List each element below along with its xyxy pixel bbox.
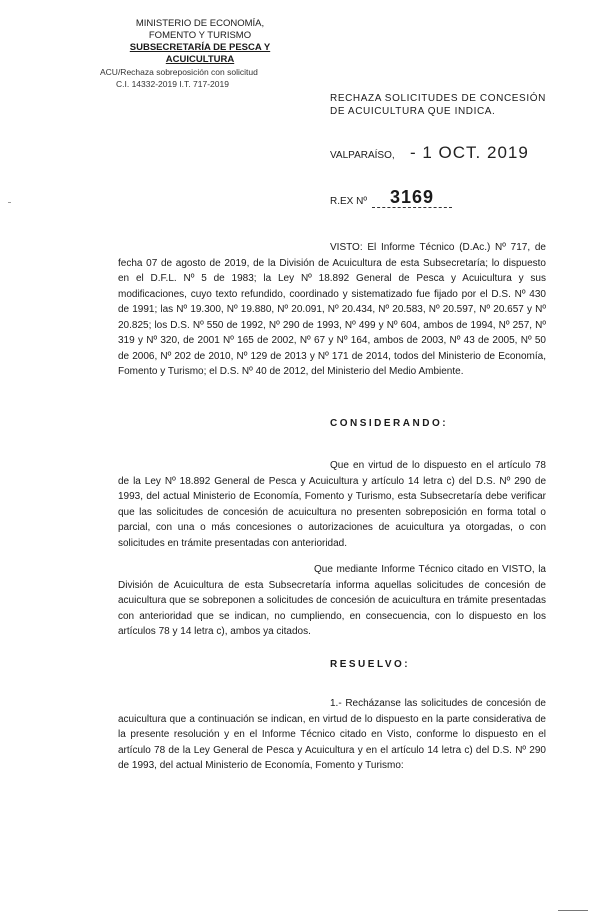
letterhead bbox=[100, 18, 300, 90]
considerando-paragraph-2: Que mediante Informe Técnico citado en VISTO, la División de Acuicultura de esta Subsecretaría informa aquellas solicitudes de concesión de acuicultura que se sobreponen a solicitudes de concesión de acuicultura en trámite presentadas con anterioridad que se indican, no cumpliendo, en consecuencia, con lo dispuesto en los artículos 78 y 14 letra c), ambos ya citados. bbox=[118, 564, 546, 637]
resolution-subject: RECHAZA SOLICITUDES DE CONCESIÓN DE ACUICULTURA QUE INDICA. bbox=[330, 93, 546, 117]
considerando-paragraph-1: Que en virtud de lo dispuesto en el artículo 78 de la Ley Nº 18.892 General de Pesca y Acuicultura y artículo 14 letra c) del D.S. Nº 290 de 1993, del actual Ministerio de Economía, Fomento y Turismo, esta Subsecretaría debe verificar que las solicitudes de concesión de acuicultura no presenten sobreposición en forma total o parcial, con una o más concesiones o autorizaciones de acuicultura ya otorgadas, o con solicitudes en trámite presentadas con anterioridad. bbox=[118, 460, 546, 549]
place-label: VALPARAÍSO, bbox=[330, 150, 395, 161]
subsecretariat-name: SUBSECRETARÍA DE PESCA Y ACUICULTURA bbox=[129, 42, 271, 65]
ministry-name-cont: FOMENTO Y TURISMO bbox=[148, 30, 252, 41]
resuelvo-heading: RESUELVO: bbox=[330, 659, 411, 670]
visto-paragraph: VISTO: El Informe Técnico (D.Ac.) Nº 717, de fecha 07 de agosto de 2019, de la División de Acuicultura de esta Subsecretaría; lo dispuesto en el D.F.L. Nº 5 de 1983; la Ley Nº 18.892 General de Pesca y Acuicultura y sus modificaciones, cuyo texto refundido, coordinado y sistematizado fue fijado por el D.S. Nº 430 de 1991; las Nº 19.300, Nº 19.880, Nº 20.091, Nº 20.434, Nº 20.583, Nº 20.597, Nº 20.657 y Nº 20.825; los D.S. Nº 550 de 1992, Nº 290 de 1993, Nº 499 y Nº 604, ambos de 1994, Nº 257, Nº 319 y Nº 320, de 2001 Nº 165 de 2002, Nº 67 y Nº 164, ambos de 2003, Nº 43 de 2005, Nº 50 de 2006, Nº 202 de 2010, Nº 129 de 2013 y Nº 171 de 2014, todos del Ministerio de Economía, Fomento y Turismo; el D.S. Nº 40 de 2012, del Ministerio del Medio Ambiente. bbox=[118, 242, 546, 377]
file-reference: C.I. 14332-2019 I.T. 717-2019 bbox=[116, 79, 229, 89]
rex-number: 3169 bbox=[372, 187, 452, 208]
rex-label: R.EX Nº bbox=[330, 196, 367, 207]
ministry-name: MINISTERIO DE ECONOMÍA, bbox=[135, 18, 265, 29]
date-stamp: - 1 OCT. 2019 bbox=[410, 143, 529, 162]
resuelvo-paragraph-1: 1.- Recházanse las solicitudes de concesión de acuicultura que a continuación se indican, en virtud de lo dispuesto en la parte considerativa de la presente resolución y en el Informe Técnico citado en Visto, conforme lo dispuesto en el artículo 78 de la Ley General de Pesca y Acuicultura y en el artículo 14 letra c) del D.S. Nº 290 de 1993, del actual Ministerio de Economía, Fomento y Turismo: bbox=[118, 698, 546, 771]
margin-mark bbox=[8, 202, 11, 203]
considerando-heading: CONSIDERANDO: bbox=[330, 418, 449, 429]
reference-code: ACU/Rechaza sobreposición con solicitud bbox=[100, 67, 258, 77]
footer-rule bbox=[558, 910, 588, 911]
